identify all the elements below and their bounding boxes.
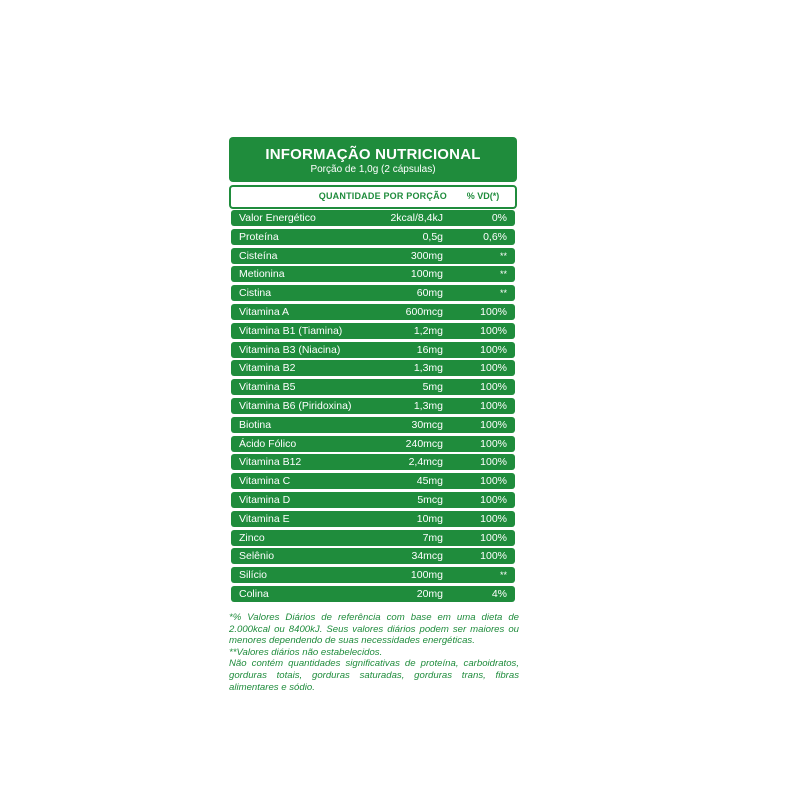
nutrient-daily-value: 100% <box>480 550 507 563</box>
nutrient-quantity: 5mg <box>422 381 443 394</box>
nutrient-quantity: 2,4mcg <box>408 456 443 469</box>
nutrient-daily-value: 0% <box>491 212 507 224</box>
nutrient-name: Cistina <box>239 287 272 300</box>
nutrient-row <box>231 586 515 602</box>
nutrient-daily-value: 100% <box>480 381 507 394</box>
nutrient-quantity: 100mg <box>410 569 443 582</box>
nutrient-name: Vitamina B3 (Niacina) <box>239 343 341 356</box>
column-quantity-label: QUANTIDADE POR PORÇÃO <box>318 191 447 201</box>
nutrient-quantity: 600mcg <box>405 305 443 318</box>
nutrient-quantity: 1,3mg <box>413 362 443 375</box>
footnote-text: Não contém quantidades significativas de proteína, carboidratos, gorduras totais, gorduras saturadas, gorduras trans, fibras alimentares e sódio. <box>229 658 519 693</box>
column-header <box>229 185 517 209</box>
nutrient-name: Cisteína <box>239 249 278 262</box>
nutrient-row <box>231 417 515 433</box>
nutrient-name: Metionina <box>239 268 285 281</box>
column-vd-label: % VD(*) <box>466 191 500 201</box>
nutrient-daily-value: 100% <box>480 475 507 488</box>
nutrient-name: Zinco <box>239 531 265 544</box>
nutrient-name: Vitamina C <box>239 475 291 488</box>
nutrient-row <box>231 398 515 414</box>
nutrient-row <box>231 548 515 564</box>
nutrient-row <box>231 266 515 282</box>
nutrition-header <box>229 137 517 182</box>
nutrient-daily-value: 4% <box>491 587 507 600</box>
nutrient-row <box>231 304 515 320</box>
nutrient-quantity: 20mg <box>416 587 443 600</box>
nutrient-name: Selênio <box>239 550 275 563</box>
nutrient-quantity: 16mg <box>416 343 443 356</box>
nutrient-quantity: 45mg <box>416 475 443 488</box>
nutrient-row <box>231 248 515 264</box>
nutrient-name: Vitamina B12 <box>239 456 302 469</box>
nutrient-daily-value: ** <box>499 250 507 261</box>
nutrient-daily-value: 100% <box>480 362 507 375</box>
nutrient-quantity: 34mcg <box>411 550 443 563</box>
nutrient-row <box>231 285 515 301</box>
nutrient-row <box>231 360 515 376</box>
nutrient-name: Vitamina B5 <box>239 381 296 394</box>
nutrient-row <box>231 567 515 583</box>
nutrient-daily-value: 100% <box>480 493 507 506</box>
serving-size: Porção de 1,0g (2 cápsulas) <box>310 164 436 175</box>
nutrient-row <box>231 454 515 470</box>
nutrient-daily-value: ** <box>499 570 507 581</box>
nutrient-quantity: 7mg <box>422 531 443 544</box>
nutrient-daily-value: 100% <box>480 456 507 469</box>
nutrient-quantity: 240mcg <box>405 437 443 450</box>
nutrient-row <box>231 210 515 226</box>
nutrient-row <box>231 379 515 395</box>
nutrient-daily-value: 100% <box>480 343 507 356</box>
footnote-text: **Valores diários não estabelecidos. <box>229 646 383 658</box>
nutrient-rows <box>231 210 515 605</box>
nutrient-row <box>231 473 515 489</box>
nutrient-daily-value: ** <box>499 269 507 280</box>
nutrient-name: Silício <box>239 569 268 582</box>
nutrient-name: Vitamina B6 (Piridoxina) <box>239 399 352 412</box>
nutrient-name: Valor Energético <box>239 212 316 224</box>
nutrient-name: Proteína <box>239 230 279 243</box>
nutrient-row <box>231 530 515 546</box>
nutrient-name: Vitamina D <box>239 493 291 506</box>
nutrient-quantity: 5mcg <box>417 493 443 506</box>
nutrient-quantity: 1,3mg <box>413 399 443 412</box>
nutrient-daily-value: 100% <box>480 305 507 318</box>
nutrient-daily-value: 100% <box>480 512 507 525</box>
nutrient-name: Vitamina A <box>239 305 290 318</box>
nutrient-daily-value: 100% <box>480 324 507 337</box>
nutrient-quantity: 100mg <box>410 268 443 281</box>
nutrient-quantity: 60mg <box>416 287 443 300</box>
nutrition-title: INFORMAÇÃO NUTRICIONAL <box>265 146 481 163</box>
nutrient-row <box>231 229 515 245</box>
nutrient-daily-value: 100% <box>480 437 507 450</box>
nutrient-row <box>231 436 515 452</box>
nutrient-name: Biotina <box>239 418 272 431</box>
nutrient-name: Colina <box>239 587 269 600</box>
nutrient-quantity: 0,5g <box>422 230 443 243</box>
nutrient-quantity: 300mg <box>410 249 443 262</box>
nutrient-name: Ácido Fólico <box>239 437 297 450</box>
footnotes <box>229 612 519 693</box>
nutrient-daily-value: ** <box>499 288 507 299</box>
nutrient-name: Vitamina E <box>239 512 290 525</box>
nutrient-row <box>231 511 515 527</box>
nutrient-quantity: 30mcg <box>411 418 443 431</box>
nutrient-row <box>231 323 515 339</box>
footnote-text: *% Valores Diários de referência com base em uma dieta de 2.000kcal ou 8400kJ. Seus valores diários podem ser maiores ou menores dependendo de suas necessidades energéticas. <box>229 612 519 647</box>
nutrient-row <box>231 342 515 358</box>
nutrient-quantity: 1,2mg <box>413 324 443 337</box>
nutrient-row <box>231 492 515 508</box>
nutrient-name: Vitamina B2 <box>239 362 296 375</box>
nutrient-name: Vitamina B1 (Tiamina) <box>239 324 343 337</box>
nutrient-quantity: 2kcal/8,4kJ <box>390 212 443 224</box>
nutrient-daily-value: 100% <box>480 531 507 544</box>
nutrient-daily-value: 100% <box>480 399 507 412</box>
nutrient-quantity: 10mg <box>416 512 443 525</box>
nutrient-daily-value: 100% <box>480 418 507 431</box>
nutrient-daily-value: 0,6% <box>483 230 507 243</box>
